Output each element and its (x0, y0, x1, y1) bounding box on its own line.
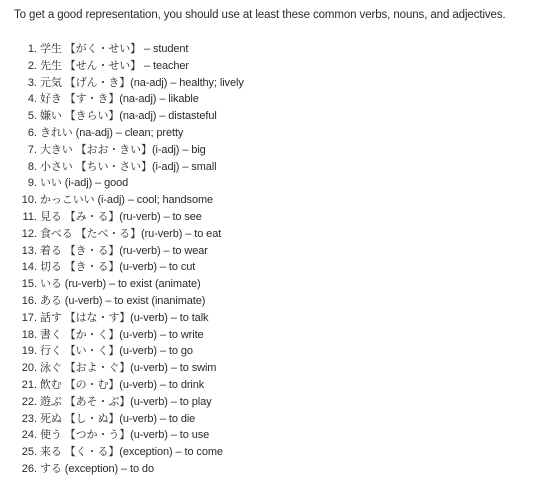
item-text: いる (ru-verb) – to exist (animate) (40, 278, 201, 291)
item-number: 13. (21, 244, 37, 257)
item-number: 15. (21, 278, 37, 291)
item-number: 8. (27, 160, 37, 173)
item-number: 19. (21, 345, 37, 358)
item-text: 泳ぐ 【およ・ぐ】(u-verb) – to swim (40, 362, 217, 375)
list-item (14, 411, 535, 428)
list-item (14, 209, 535, 226)
item-number: 2. (27, 59, 37, 72)
list-item (14, 159, 535, 176)
item-text: かっこいい (i-adj) – cool; handsome (40, 194, 214, 207)
intro-paragraph: To get a good representation, you should use at least these common verbs, nouns, and adjectives. (14, 9, 506, 21)
item-text: 小さい 【ちい・さい】(i-adj) – small (40, 160, 217, 173)
list-item (14, 293, 535, 310)
list-item (14, 377, 535, 394)
item-text: 遊ぶ 【あそ・ぶ】(u-verb) – to play (40, 395, 212, 408)
list-item (14, 142, 535, 159)
list-item (14, 461, 535, 478)
list-item (14, 427, 535, 444)
list-item (14, 91, 535, 108)
item-number: 24. (21, 429, 37, 442)
item-text: 飲む 【の・む】(u-verb) – to drink (40, 378, 205, 391)
list-item (14, 360, 535, 377)
list-item (14, 58, 535, 75)
list-item (14, 175, 535, 192)
item-number: 26. (21, 462, 37, 475)
item-text: 来る 【く・る】(exception) – to come (40, 446, 223, 459)
item-text: 元気 【げん・き】(na-adj) – healthy; lively (40, 76, 244, 89)
item-number: 10. (21, 194, 37, 207)
item-text: 先生 【せん・せい】 – teacher (40, 59, 189, 72)
item-number: 20. (21, 362, 37, 375)
list-item (14, 226, 535, 243)
item-number: 25. (21, 446, 37, 459)
item-text: 死ぬ 【し・ぬ】(u-verb) – to die (40, 412, 196, 425)
list-item (14, 444, 535, 461)
item-number: 17. (21, 311, 37, 324)
item-text: 切る 【き・る】(u-verb) – to cut (40, 261, 196, 274)
list-item (14, 108, 535, 125)
item-number: 11. (22, 210, 37, 223)
list-item (14, 259, 535, 276)
list-item (14, 75, 535, 92)
item-text: 食べる 【たべ・る】(ru-verb) – to eat (40, 227, 222, 240)
list-item (14, 343, 535, 360)
item-number: 18. (21, 328, 37, 341)
item-text: ある (u-verb) – to exist (inanimate) (40, 294, 206, 307)
item-number: 9. (27, 177, 37, 190)
item-text: 嫌い 【きらい】(na-adj) – distasteful (40, 110, 217, 123)
item-number: 7. (27, 143, 37, 156)
item-text: いい (i-adj) – good (40, 177, 129, 190)
item-text: 話す 【はな・す】(u-verb) – to talk (40, 311, 209, 324)
item-number: 4. (27, 93, 37, 106)
item-text: 書く 【か・く】(u-verb) – to write (40, 328, 204, 341)
item-text: きれい (na-adj) – clean; pretty (40, 126, 184, 139)
item-text: 学生 【がく・せい】 – student (40, 43, 189, 55)
item-number: 6. (27, 126, 37, 139)
item-text: 行く 【い・く】(u-verb) – to go (40, 345, 193, 358)
item-text: 好き 【す・き】(na-adj) – likable (40, 93, 199, 106)
list-item (14, 125, 535, 142)
list-item (14, 394, 535, 411)
list-item (14, 243, 535, 260)
list-item (14, 276, 535, 293)
item-number: 3. (27, 76, 37, 89)
item-number: 14. (21, 261, 37, 274)
list-item (14, 41, 535, 58)
list-item (14, 310, 535, 327)
item-number: 21. (21, 378, 37, 391)
item-text: 使う 【つか・う】(u-verb) – to use (40, 429, 210, 442)
item-number: 16. (21, 294, 37, 307)
item-number: 23. (21, 412, 37, 425)
vocabulary-list (14, 41, 535, 478)
item-text: 見る 【み・る】(ru-verb) – to see (40, 210, 202, 223)
item-text: 大きい 【おお・きい】(i-adj) – big (40, 143, 206, 156)
item-text: 着る 【き・る】(ru-verb) – to wear (40, 244, 208, 257)
item-number: 1. (27, 43, 37, 55)
item-number: 22. (21, 395, 37, 408)
item-number: 5. (27, 110, 37, 123)
list-item (14, 327, 535, 344)
item-text: する (exception) – to do (40, 462, 154, 475)
item-number: 12. (21, 227, 37, 240)
list-item (14, 192, 535, 209)
